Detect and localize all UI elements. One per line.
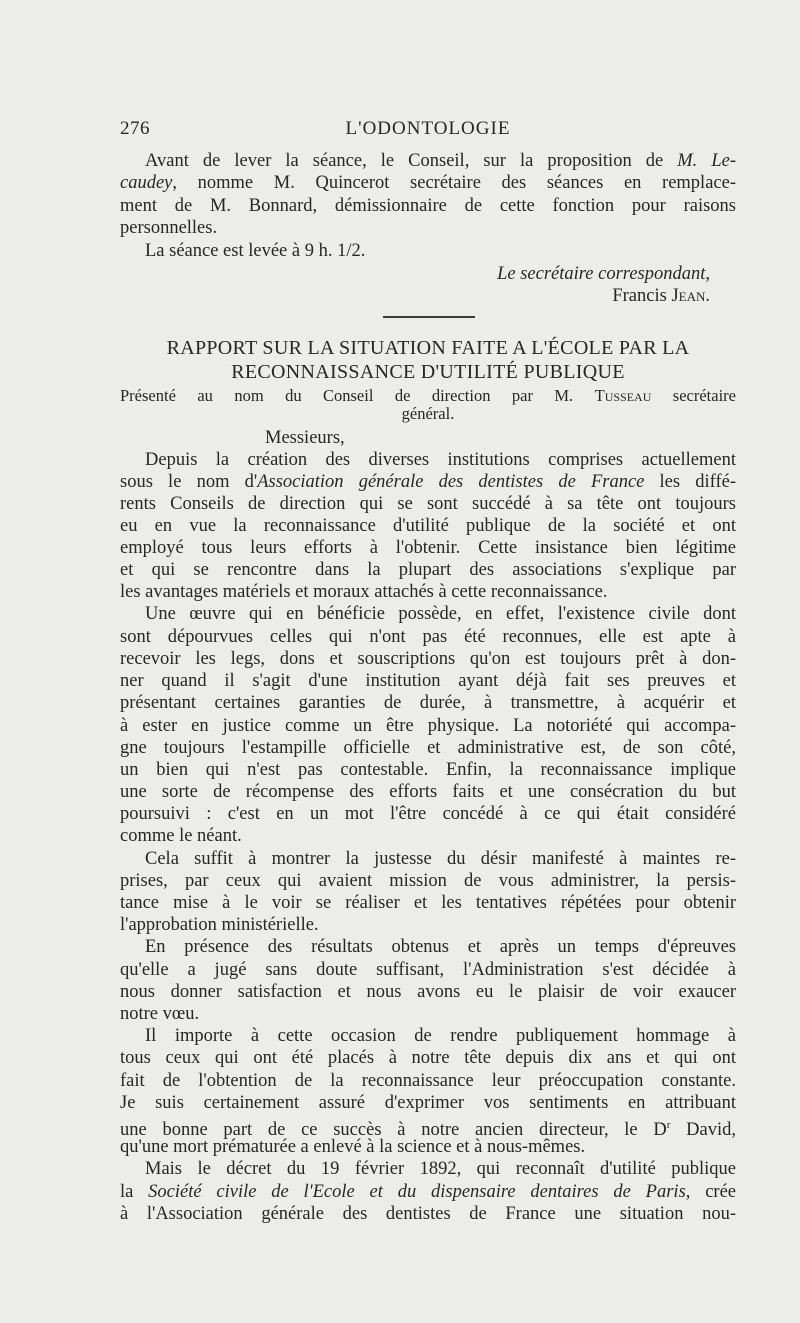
text-line: à l'Association générale des dentistes de France une situation nou- bbox=[120, 1204, 736, 1224]
text-line: eu en vue la reconnaissance d'utilité publique de la société et ont bbox=[120, 516, 736, 536]
text-line: l'approbation ministérielle. bbox=[120, 915, 319, 935]
text-line: gne toujours l'estampille officielle et administrative est, de son côté, bbox=[120, 738, 736, 758]
page-header bbox=[120, 118, 736, 144]
text-line: Je suis certainement assuré d'exprimer vos sentiments en attribuant bbox=[120, 1093, 736, 1113]
text-line: En présence des résultats obtenus et après un temps d'épreuves bbox=[145, 937, 736, 957]
text-line: comme le néant. bbox=[120, 826, 242, 846]
text-line: caudey, nomme M. Quincerot secrétaire des séances en remplace- bbox=[120, 173, 736, 193]
text-line: notre vœu. bbox=[120, 1004, 200, 1024]
text-line: les avantages matériels et moraux attachés à cette reconnaissance. bbox=[120, 582, 608, 602]
text-line: ner quand il s'agit d'une institution ayant déjà fait ses preuves et bbox=[120, 671, 736, 691]
text-line: une sorte de récompense des efforts faits et une consécration du but bbox=[120, 782, 736, 802]
text-line: la Société civile de l'Ecole et du dispensaire dentaires de Paris, crée bbox=[120, 1182, 736, 1202]
salutation: Messieurs, bbox=[265, 428, 345, 448]
text-line: présentant certaines garanties de durée, à transmettre, à acquérir et bbox=[120, 693, 736, 713]
text-line: Avant de lever la séance, le Conseil, sur la proposition de M. Le- bbox=[145, 151, 736, 171]
text-line: poursuivi : c'est en un mot l'être concédé à ce qui était considéré bbox=[120, 804, 736, 824]
text-line: Il importe à cette occasion de rendre publiquement hommage à bbox=[145, 1026, 736, 1046]
text-line: un bien qui n'est pas contestable. Enfin, la reconnaissance implique bbox=[120, 760, 736, 780]
text-line: tance mise à le voir se réaliser et les tentatives répétées pour obtenir bbox=[120, 893, 736, 913]
text-line: nous donner satisfaction et nous avons eu le plaisir de voir exaucer bbox=[120, 982, 736, 1002]
text-line: employé tous leurs efforts à l'obtenir. Cette insistance bien légitime bbox=[120, 538, 736, 558]
text-line: tous ceux qui ont été placés à notre tête depuis dix ans et qui ont bbox=[120, 1048, 736, 1068]
text-line: rents Conseils de direction qui se sont succédé à sa tête ont toujours bbox=[120, 494, 736, 514]
text-line: personnelles. bbox=[120, 218, 218, 238]
report-title-line-1: RAPPORT SUR LA SITUATION FAITE A L'ÉCOLE PAR LA bbox=[166, 337, 690, 359]
text-line: et qui se rencontre dans la plupart des associations s'explique par bbox=[120, 560, 736, 580]
text-line: sont dépourvues celles qui n'ont pas été reconnues, elle est apte à bbox=[120, 627, 736, 647]
text-line: Cela suffit à montrer la justesse du désir manifesté à maintes re- bbox=[145, 849, 736, 869]
page-number: 276 bbox=[120, 118, 150, 139]
text-line: La séance est levée à 9 h. 1/2. bbox=[145, 241, 366, 261]
text-line: Une œuvre qui en bénéficie possède, en effet, l'existence civile dont bbox=[145, 604, 736, 624]
text-line: qu'une mort prématurée a enlevé à la science et à nous-mêmes. bbox=[120, 1137, 586, 1157]
text-line: à ester en justice comme un être physique. La notoriété qui accompa- bbox=[120, 716, 736, 736]
section-divider bbox=[383, 316, 475, 318]
text-line: Mais le décret du 19 février 1892, qui reconnaît d'utilité publique bbox=[145, 1159, 736, 1179]
report-subtitle-end: général. bbox=[401, 404, 455, 423]
signature-title: Le secrétaire correspondant, bbox=[497, 264, 710, 284]
text-line: qu'elle a jugé sans doute suffisant, l'Administration s'est décidée à bbox=[120, 960, 736, 980]
text-line: une bonne part de ce succès à notre ancien directeur, le $D^r$ David, bbox=[120, 1119, 736, 1141]
text-line: Depuis la création des diverses institutions comprises actuellement bbox=[145, 450, 736, 470]
signature-name: Francis Jean. bbox=[612, 286, 710, 306]
text-line: prises, par ceux qui avaient mission de vous administrer, la persis- bbox=[120, 871, 736, 891]
text-line: sous le nom d'Association générale des dentistes de France les diffé- bbox=[120, 472, 736, 492]
text-line: fait de l'obtention de la reconnaissance leur préoccupation constante. bbox=[120, 1071, 736, 1091]
text-line: ment de M. Bonnard, démissionnaire de cette fonction pour raisons bbox=[120, 196, 736, 216]
report-subtitle: Présenté au nom du Conseil de direction par M. Tusseau secrétaire bbox=[120, 386, 736, 405]
report-title-line-2: RECONNAISSANCE D'UTILITÉ PUBLIQUE bbox=[231, 361, 625, 383]
running-head: L'ODONTOLOGIE bbox=[345, 118, 511, 139]
text-line: recevoir les legs, dons et souscriptions qu'on est toujours prêt à don- bbox=[120, 649, 736, 669]
